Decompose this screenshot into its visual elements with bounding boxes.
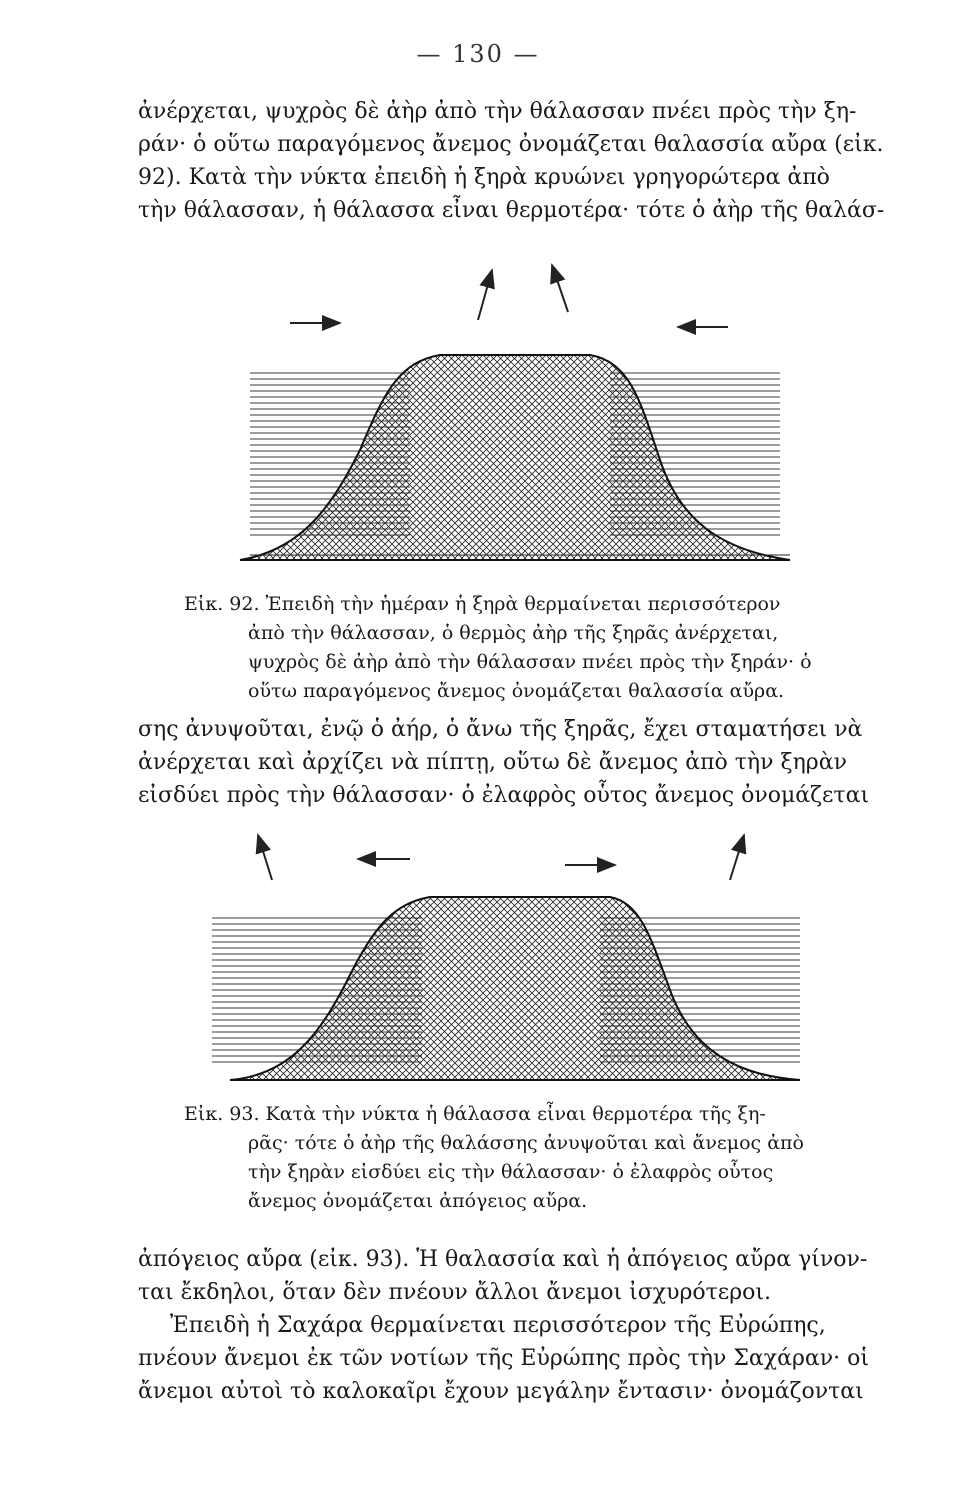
rising-air-arrow-left (258, 835, 272, 880)
figure-92-sea-breeze (0, 250, 956, 580)
caption-line: τὴν ξηρὰν εἰσδύει εἰς τὴν θάλασσαν· ὁ ἐλαφρὸς οὗτος (248, 1161, 774, 1183)
text-line: ἀπόγειος αὔρα (εἰκ. 93). Ἡ θαλασσία καὶ ἡ ἀπόγειος αὔρα γίνον- (138, 1247, 868, 1272)
text-line: ἄνεμοι αὐτοὶ τὸ καλοκαῖρι ἔχουν μεγάλην ἔντασιν· ὀνομάζονται (138, 1379, 864, 1404)
figure-92-caption (184, 590, 888, 706)
caption-line: ἀπὸ τὴν θάλασσαν, ὁ θερμὸς ἀὴρ τῆς ξηρᾶς ἀνέρχεται, (248, 622, 779, 644)
caption-line: ρᾶς· τότε ὁ ἀὴρ τῆς θαλάσσης ἀνυψοῦται καὶ ἄνεμος ἀπὸ (248, 1132, 804, 1154)
caption-line: ἄνεμος ὀνομάζεται ἀπόγειος αὔρα. (248, 1190, 588, 1212)
text-line: σης ἀνυψοῦται, ἐνῷ ὁ ἀήρ, ὁ ἄνω τῆς ξηρᾶς, ἔχει σταματήσει νὰ (138, 717, 863, 742)
text-line: τὴν θάλασσαν, ἡ θάλασσα εἶναι θερμοτέρα· τότε ὁ ἀὴρ τῆς θαλάσ- (138, 198, 885, 223)
rising-air-arrow-right (552, 265, 568, 312)
paragraph-bottom (138, 1243, 908, 1408)
page-number: — 130 — (416, 40, 540, 68)
figure-93-caption (184, 1100, 888, 1216)
paragraph-middle (138, 713, 908, 812)
rising-air-arrow-left (478, 270, 492, 320)
text-line: πνέουν ἄνεμοι ἐκ τῶν νοτίων τῆς Εὐρώπης πρὸς τὴν Σαχάραν· οἱ (138, 1346, 869, 1371)
paragraph-top (138, 95, 908, 227)
text-line: εἰσδύει πρὸς τὴν θάλασσαν· ὁ ἐλαφρὸς οὗτος ἄνεμος ὀνομάζεται (138, 783, 870, 808)
caption-line: Εἰκ. 92. Ἐπειδὴ τὴν ἡμέραν ἡ ξηρὰ θερμαίνεται περισσότερον (184, 593, 781, 615)
text-line: ἀνέρχεται, ψυχρὸς δὲ ἀὴρ ἀπὸ τὴν θάλασσαν πνέει πρὸς τὴν ξη- (138, 99, 857, 124)
text-line: ἀνέρχεται καὶ ἀρχίζει νὰ πίπτῃ, οὕτω δὲ ἄνεμος ἀπὸ τὴν ξηρὰν (138, 750, 847, 775)
caption-line: ψυχρὸς δὲ ἀὴρ ἀπὸ τὴν θάλασσαν πνέει πρὸς τὴν ξηράν· ὁ (248, 651, 812, 673)
rising-air-arrow-right (730, 835, 744, 880)
text-line: Ἐπειδὴ ἡ Σαχάρα θερμαίνεται περισσότερον τῆς Εὐρώπης, (170, 1313, 826, 1338)
text-line: ται ἔκδηλοι, ὅταν δὲν πνέουν ἄλλοι ἄνεμοι ἰσχυρότεροι. (138, 1280, 771, 1305)
caption-line: Εἰκ. 93. Κατὰ τὴν νύκτα ἡ θάλασσα εἶναι θερμοτέρα τῆς ξη- (184, 1103, 766, 1125)
text-line: ράν· ὁ οὕτω παραγόμενος ἄνεμος ὀνομάζεται θαλασσία αὔρα (εἰκ. (138, 132, 884, 157)
figure-93-land-breeze (0, 825, 956, 1100)
text-line: 92). Κατὰ τὴν νύκτα ἐπειδὴ ἡ ξηρὰ κρυώνει γρηγορώτερα ἀπὸ (138, 165, 830, 190)
caption-line: οὕτω παραγόμενος ἄνεμος ὀνομάζεται θαλασσία αὔρα. (248, 680, 785, 702)
